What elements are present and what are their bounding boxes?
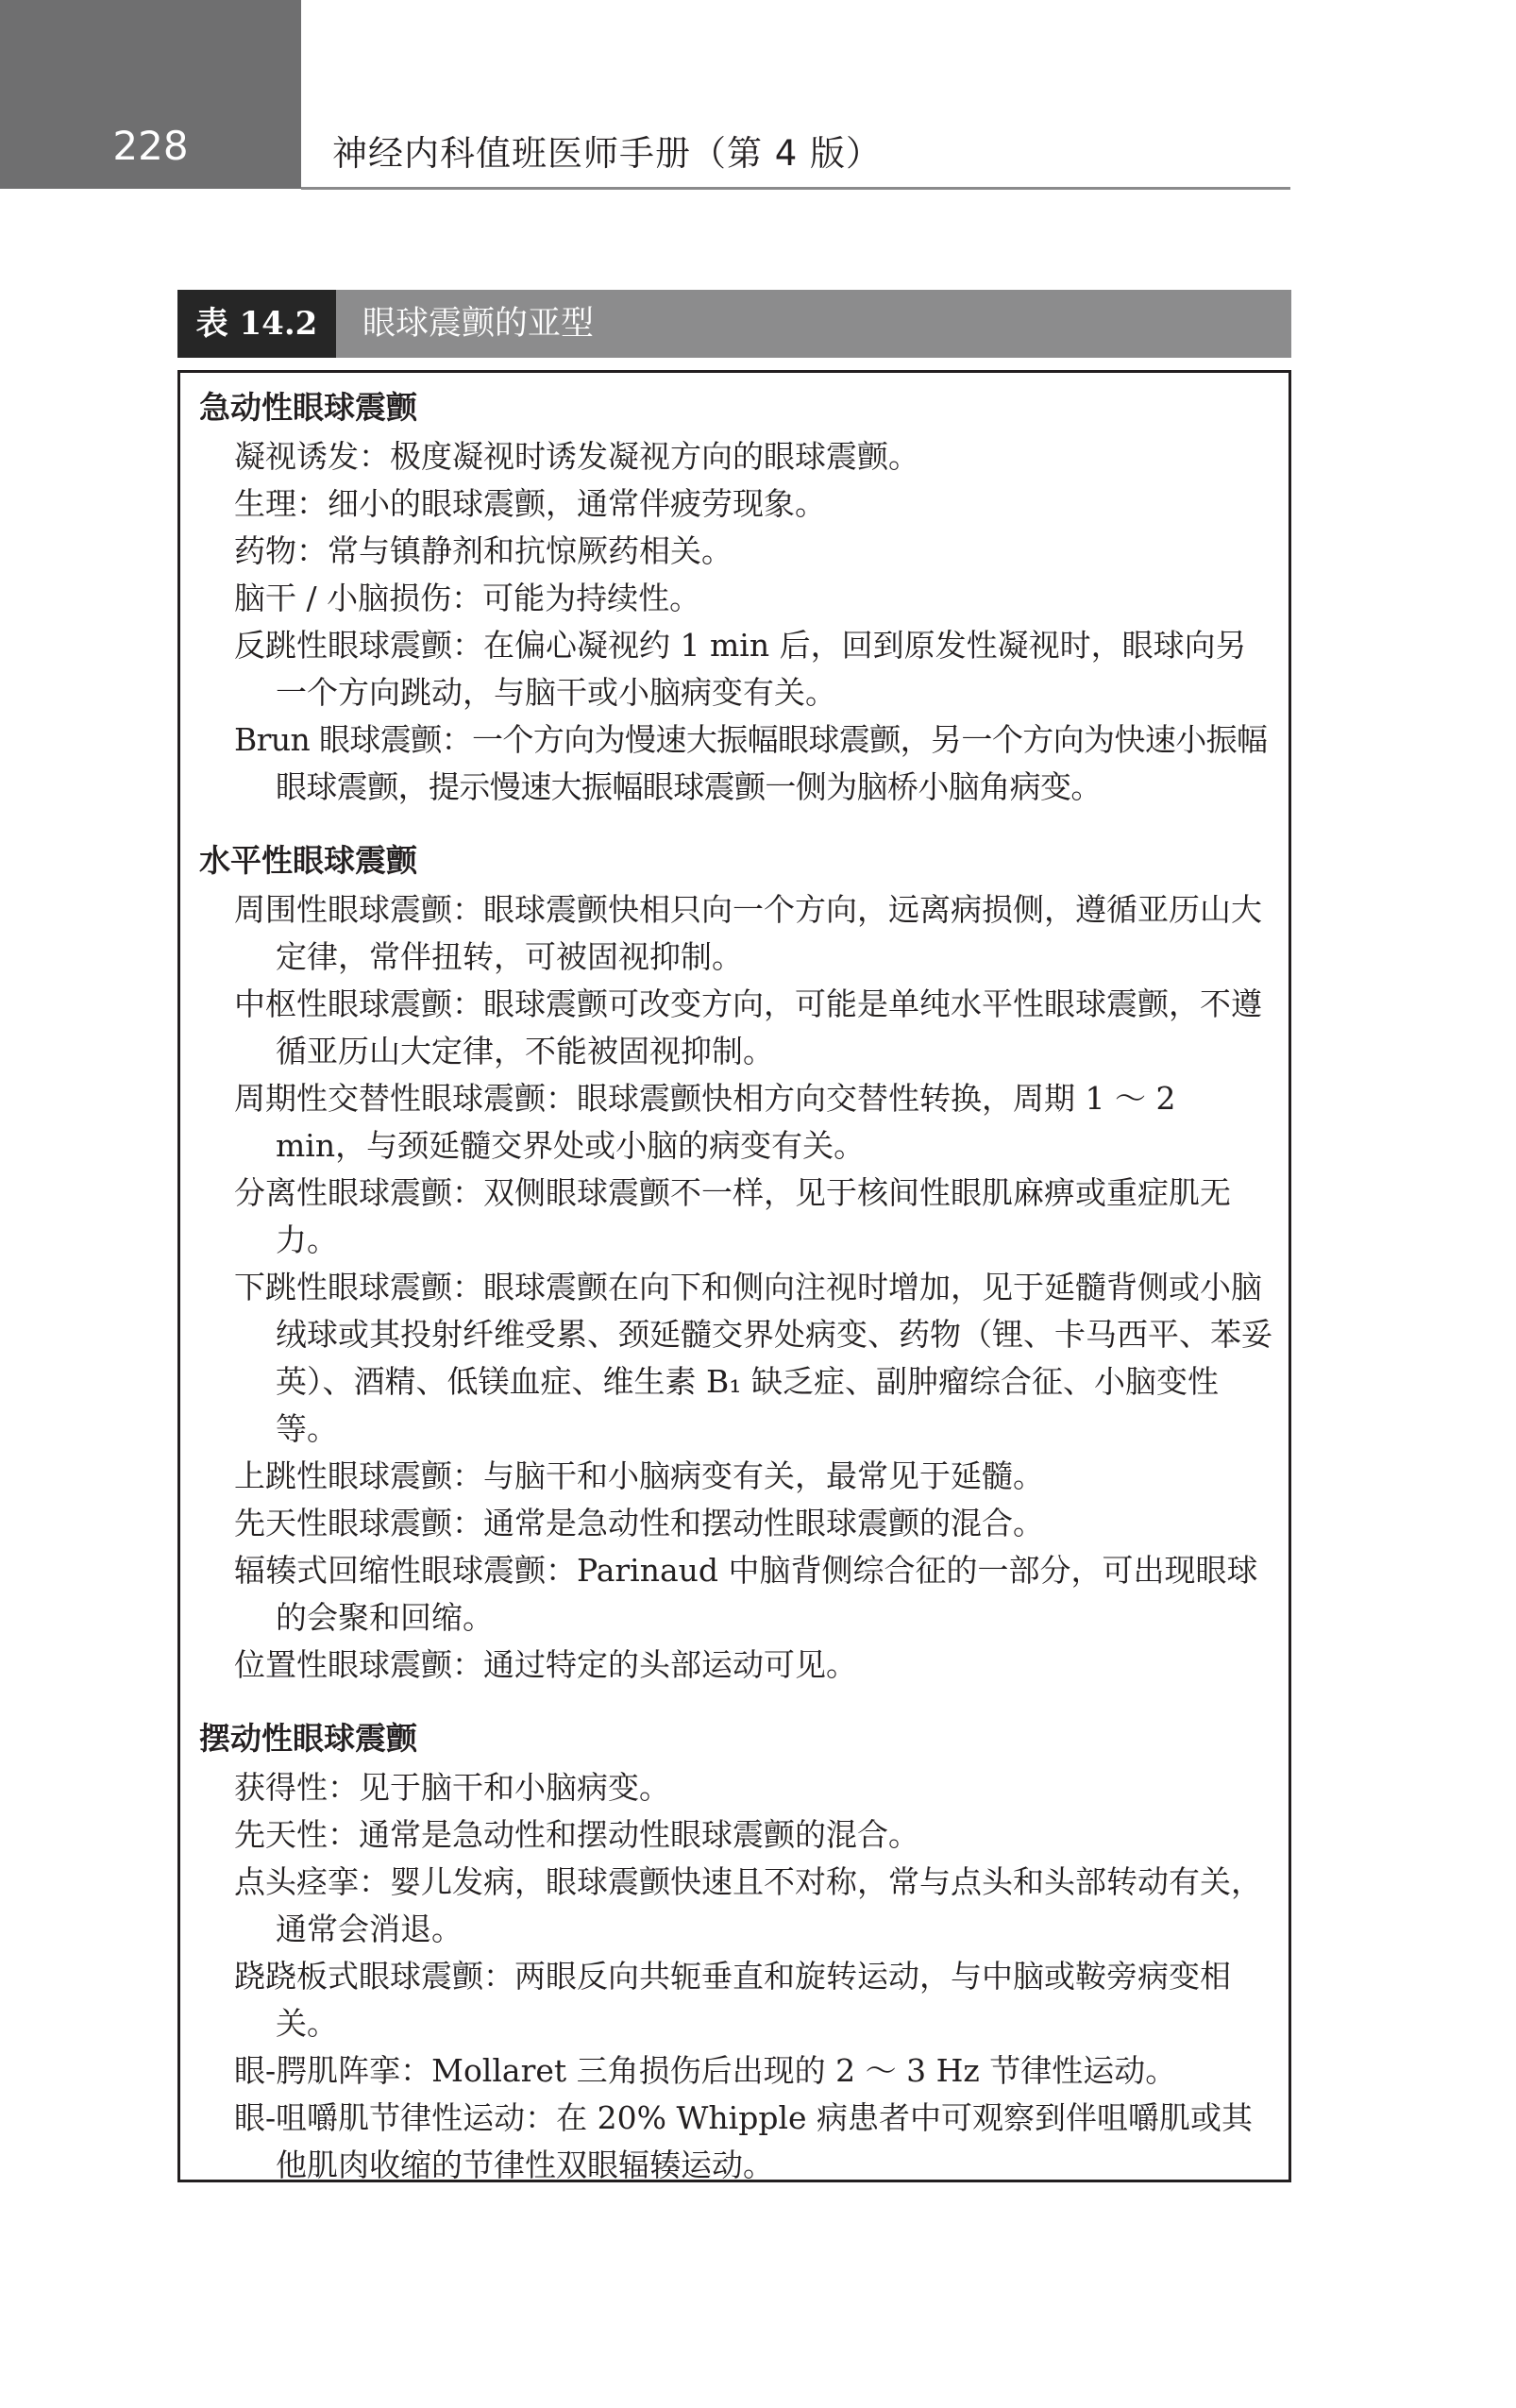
list-item: 中枢性眼球震颤：眼球震颤可改变方向，可能是单纯水平性眼球震颤，不遵循亚历山大定律，不能被固视抑制。 bbox=[234, 985, 1262, 1069]
section-heading: 水平性眼球震颤 bbox=[199, 842, 417, 879]
table-caption bbox=[177, 290, 1291, 358]
list-item: 周期性交替性眼球震颤：眼球震颤快相方向交替性转换，周期 1 ～ 2 min，与颈延髓交界处或小脑的病变有关。 bbox=[234, 1080, 1176, 1164]
section-heading: 急动性眼球震颤 bbox=[199, 389, 417, 426]
table-content bbox=[199, 386, 1275, 2217]
table-box bbox=[177, 370, 1291, 2182]
header-divider bbox=[301, 187, 1290, 190]
section-heading: 摆动性眼球震颤 bbox=[199, 1720, 417, 1757]
list-item: 跷跷板式眼球震颤：两眼反向共轭垂直和旋转运动，与中脑或鞍旁病变相关。 bbox=[234, 1958, 1231, 2042]
list-item: 辐辏式回缩性眼球震颤：Parinaud 中脑背侧综合征的一部分，可出现眼球的会聚和回缩。 bbox=[234, 1552, 1258, 1636]
list-item: 点头痉挛：婴儿发病，眼球震颤快速且不对称，常与点头和头部转动有关，通常会消退。 bbox=[234, 1863, 1262, 1947]
running-title: 神经内科值班医师手册（第 4 版） bbox=[332, 133, 883, 174]
list-item: 脑干 / 小脑损伤：可能为持续性。 bbox=[234, 580, 701, 616]
list-item: 眼-腭肌阵挛：Mollaret 三角损伤后出现的 2 ～ 3 Hz 节律性运动。 bbox=[234, 2052, 1177, 2089]
list-item: 先天性眼球震颤：通常是急动性和摆动性眼球震颤的混合。 bbox=[234, 1505, 1044, 1541]
section-jerk-nystagmus bbox=[199, 386, 1275, 811]
list-item: 获得性：见于脑干和小脑病变。 bbox=[234, 1769, 670, 1806]
list-item: 凝视诱发：极度凝视时诱发凝视方向的眼球震颤。 bbox=[234, 438, 919, 475]
list-item: 分离性眼球震颤：双侧眼球震颤不一样，见于核间性眼肌麻痹或重症肌无力。 bbox=[234, 1174, 1231, 1258]
list-item: 上跳性眼球震颤：与脑干和小脑病变有关，最常见于延髓。 bbox=[234, 1457, 1044, 1494]
list-item: 位置性眼球震颤：通过特定的头部运动可见。 bbox=[234, 1646, 857, 1683]
list-item: 反跳性眼球震颤：在偏心凝视约 1 min 后，回到原发性凝视时，眼球向另一个方向跳动，与脑干或小脑病变有关。 bbox=[234, 627, 1247, 711]
list-item: 先天性：通常是急动性和摆动性眼球震颤的混合。 bbox=[234, 1816, 919, 1853]
list-item: 周围性眼球震颤：眼球震颤快相只向一个方向，远离病损侧，遵循亚历山大定律，常伴扭转，可被固视抑制。 bbox=[234, 891, 1262, 975]
section-horizontal-nystagmus bbox=[199, 839, 1275, 1689]
table-title: 眼球震颤的亚型 bbox=[362, 305, 595, 343]
list-item: 药物：常与镇静剂和抗惊厥药相关。 bbox=[234, 532, 733, 569]
section-pendular-nystagmus bbox=[199, 1717, 1275, 2189]
list-item: 下跳性眼球震颤：眼球震颤在向下和侧向注视时增加，见于延髓背侧或小脑绒球或其投射纤维受累、颈延髓交界处病变、药物（锂、卡马西平、苯妥英）、酒精、低镁血症、维生素 B₁ 缺乏症、副肿瘤综合征、小脑变性等。 bbox=[234, 1269, 1272, 1447]
list-item: 生理：细小的眼球震颤，通常伴疲劳现象。 bbox=[234, 485, 826, 522]
list-item: Brun 眼球震颤：一个方向为慢速大振幅眼球震颤，另一个方向为快速小振幅眼球震颤，提示慢速大振幅眼球震颤一侧为脑桥小脑角病变。 bbox=[234, 721, 1268, 805]
list-item: 眼-咀嚼肌节律性运动：在 20% Whipple 病患者中可观察到伴咀嚼肌或其他肌肉收缩的节律性双眼辐辏运动。 bbox=[234, 2099, 1254, 2183]
table-label: 表 14.2 bbox=[177, 290, 336, 358]
page-number: 228 bbox=[112, 123, 189, 169]
